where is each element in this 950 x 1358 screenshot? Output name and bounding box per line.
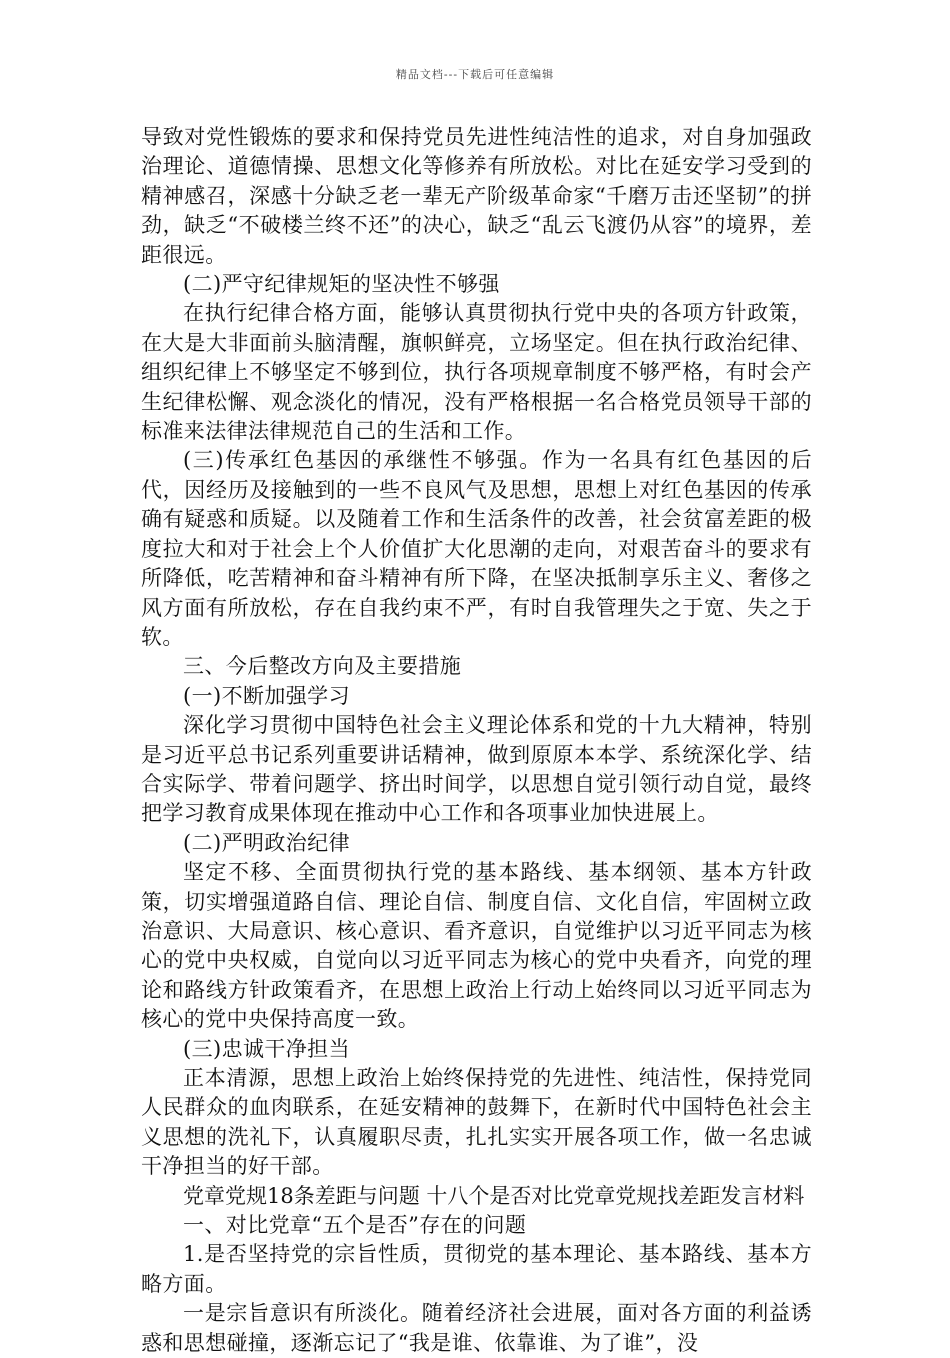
section-heading-five-questions: 一、对比党章“五个是否”存在的问题 (183, 1213, 527, 1238)
subheading-loyalty: (三)忠诚干净担当 (183, 1036, 350, 1061)
paragraph-political-discipline: 坚定不移、全面贯彻执行党的基本路线、基本纲领、基本方针政策，切实增强道路自信、理论自信、制度自信、文化自信，牢固树立政治意识、大局意识、核心意识、看齐意识，自觉维护以习近平同志为核心的党中央权威，自觉向以习近平同志为核心的党中央看齐，向党的理论和路线方针政策看齐，在思想上政治上行动上始终同以习近平同志为核心的党中央保持高度一致。 (141, 860, 812, 1032)
paragraph-discipline: 在执行纪律合格方面，能够认真贯彻执行党中央的各项方针政策，在大是大非面前头脑清醒，旗帜鲜亮，立场坚定。但在执行政治纪律、组织纪律上不够坚定不够到位，执行各项规章制度不够严格，有时会产生纪律松懈、观念淡化的情况，没有严格根据一名合格党员领导干部的标准来法律法律规范自己的生活和工作。 (141, 301, 812, 444)
numbered-item-1: 1.是否坚持党的宗旨性质，贯彻党的基本理论、基本路线、基本方略方面。 (141, 1242, 812, 1296)
subheading-political-discipline: (二)严明政治纪律 (183, 830, 350, 855)
paragraph-continuation: 导致对党性锻炼的要求和保持党员先进性纯洁性的追求，对自身加强政治理论、道德情操、思想文化等修养有所放松。对比在延安学习受到的精神感召，深感十分缺乏老一辈无产阶级革命家“千磨万击还坚韧”的拼劲，缺乏“不破楼兰终不还”的决心，缺乏“乱云飞渡仍从容”的境界，差距很远。 (141, 125, 812, 267)
section-heading-rectification: 三、今后整改方向及主要措施 (183, 654, 462, 679)
page-header: 精品文档---下载后可任意编辑 (395, 68, 555, 81)
document-body (141, 123, 812, 1358)
document-subtitle: 党章党规18条差距与问题 十八个是否对比党章党规找差距发言材料 (183, 1183, 805, 1208)
subheading-discipline: (二)严守纪律规矩的坚决性不够强 (183, 272, 500, 297)
paragraph-loyalty: 正本清源，思想上政治上始终保持党的先进性、纯洁性，保持党同人民群众的血肉联系，在延安精神的鼓舞下，在新时代中国特色社会主义思想的洗礼下，认真履职尽责，扎扎实实开展各项工作，做一名忠诚干净担当的好干部。 (141, 1066, 812, 1179)
subheading-study: (一)不断加强学习 (183, 683, 350, 708)
paragraph-red-gene: (三)传承红色基因的承继性不够强。作为一名具有红色基因的后代，因经历及接触到的一些不良风气及思想，思想上对红色基因的传承确有疑惑和质疑。以及随着工作和生活条件的改善，社会贫富差距的极度拉大和对于社会上个人价值扩大化思潮的走向，对艰苦奋斗的要求有所降低，吃苦精神和奋斗精神有所下降，在坚决抵制享乐主义、奢侈之风方面有所放松，存在自我约束不严，有时自我管理失之于宽、失之于软。 (141, 448, 812, 649)
paragraph-study: 深化学习贯彻中国特色社会主义理论体系和党的十九大精神，特别是习近平总书记系列重要讲话精神，做到原原本本学、系统深化学、结合实际学、带着问题学、挤出时间学，以思想自觉引领行动自觉，最终把学习教育成果体现在推动中心工作和各项事业加快进展上。 (141, 713, 812, 826)
paragraph-purpose-awareness: 一是宗旨意识有所淡化。随着经济社会进展，面对各方面的利益诱惑和思想碰撞，逐渐忘记了“我是谁、依靠谁、为了谁”，没 (141, 1301, 812, 1355)
